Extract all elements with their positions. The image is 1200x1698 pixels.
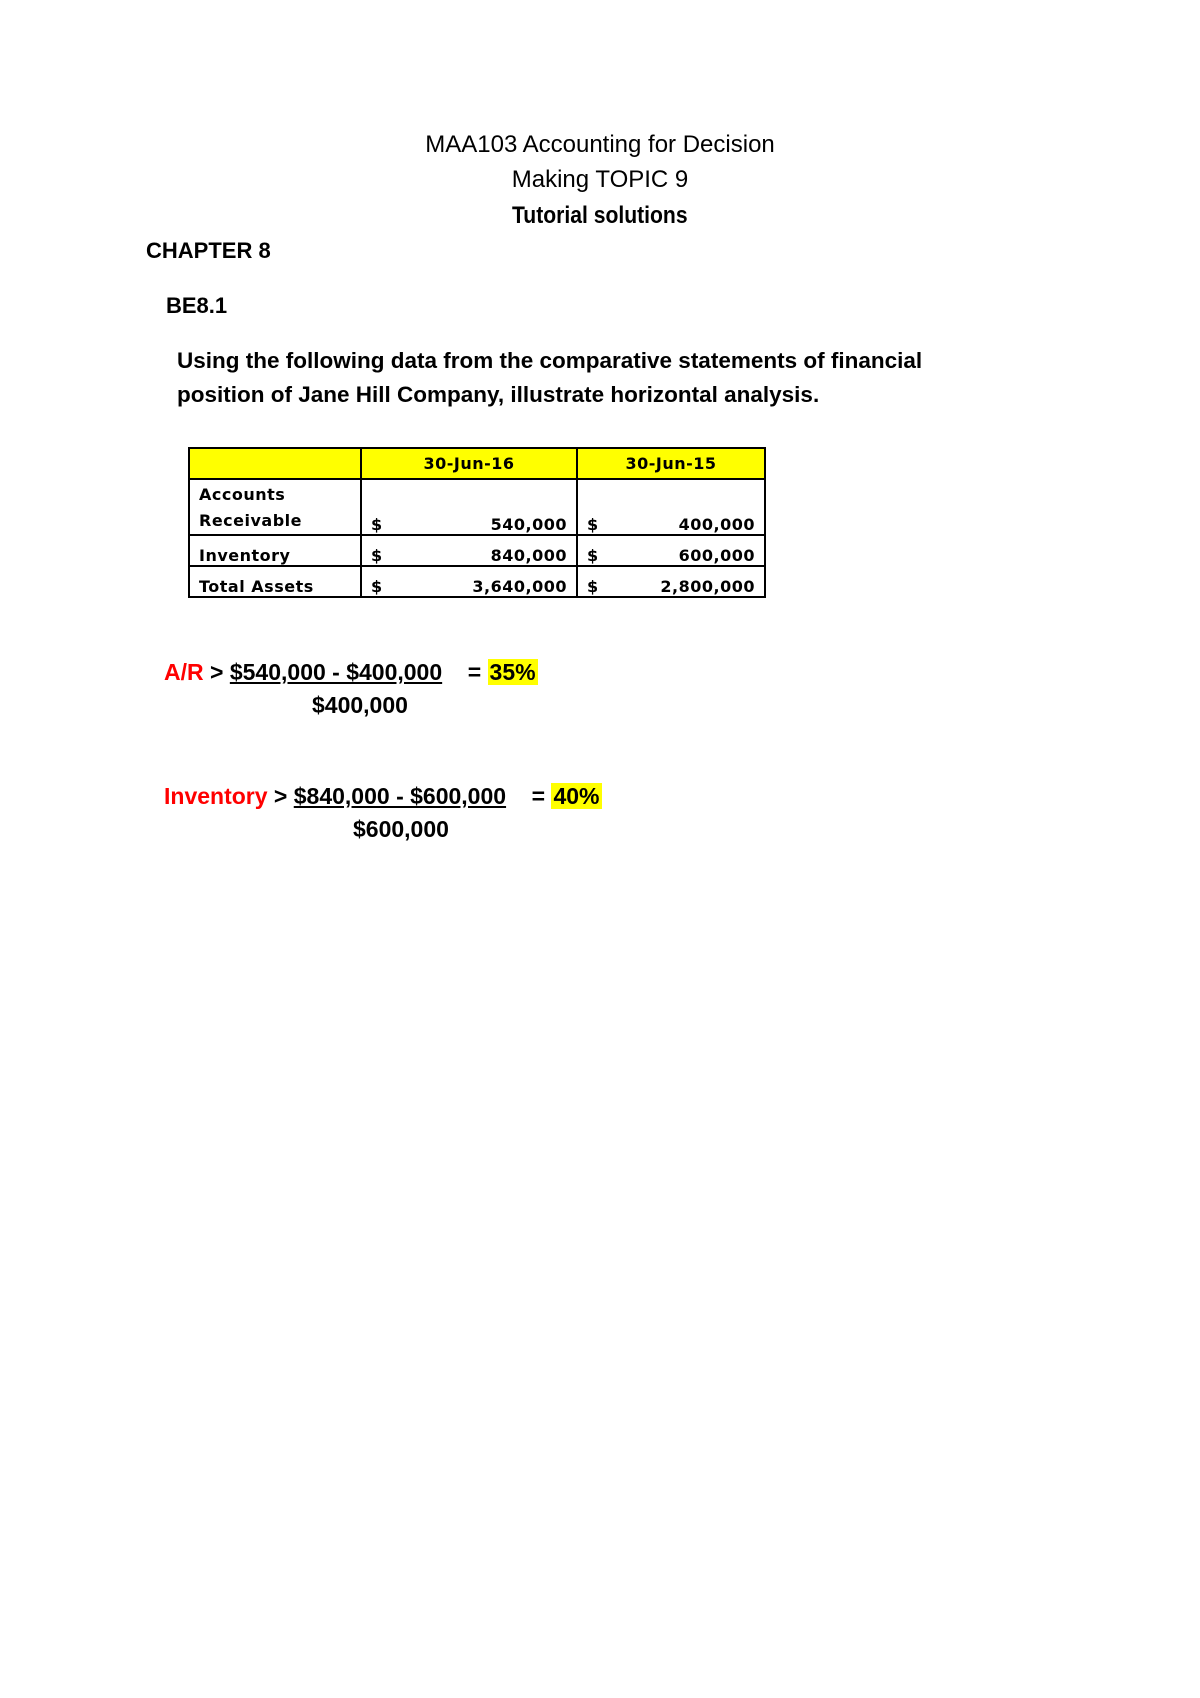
table-row xyxy=(189,535,765,566)
row-label-line: Receivable xyxy=(199,511,303,530)
currency-symbol: $ xyxy=(587,546,599,565)
formula-numerator: $540,000 - $400,000 xyxy=(229,659,443,685)
table-row xyxy=(189,566,765,597)
doc-title-line-1: MAA103 Accounting for Decision xyxy=(425,131,775,158)
cell-value xyxy=(577,566,765,597)
formula-result: 40% xyxy=(553,783,600,809)
instruction-line-2: position of Jane Hill Company, illustrate horizontal analysis. xyxy=(177,382,820,407)
currency-symbol: $ xyxy=(587,577,599,596)
header-2015: 30-Jun-15 xyxy=(577,448,765,479)
header-2016: 30-Jun-16 xyxy=(361,448,577,479)
currency-symbol: $ xyxy=(371,515,383,534)
chapter-heading: CHAPTER 8 xyxy=(146,238,271,263)
formula-result: 35% xyxy=(489,659,536,685)
instruction-line-1: Using the following data from the comparative statements of financial xyxy=(177,348,923,373)
amount: 400,000 xyxy=(678,515,755,534)
amount: 840,000 xyxy=(490,546,567,565)
formula-inventory xyxy=(164,780,602,812)
header-blank xyxy=(189,448,361,479)
formula-numerator: $840,000 - $600,000 xyxy=(293,783,507,809)
cell-value xyxy=(577,479,765,535)
doc-title-line-2: Making TOPIC 9 xyxy=(511,166,689,193)
row-label-total-assets: Total Assets xyxy=(189,566,361,597)
cell-value xyxy=(361,535,577,566)
amount: 540,000 xyxy=(490,515,567,534)
formula-label: Inventory xyxy=(164,783,268,809)
table-header-row xyxy=(189,448,765,479)
cell-value xyxy=(361,479,577,535)
cell-value xyxy=(577,535,765,566)
currency-symbol: $ xyxy=(371,577,383,596)
formula-equals: = xyxy=(467,659,482,685)
formula-denominator: $600,000 xyxy=(353,816,449,842)
formula-label: A/R xyxy=(164,659,204,685)
amount: 600,000 xyxy=(678,546,755,565)
problem-number: BE8.1 xyxy=(166,293,228,318)
formula-denominator: $400,000 xyxy=(312,692,408,718)
comparative-table xyxy=(188,447,766,598)
formula-accounts-receivable xyxy=(164,656,538,688)
cell-value xyxy=(361,566,577,597)
instruction-text xyxy=(177,344,1077,412)
doc-subtitle xyxy=(0,200,1200,232)
formula-arrow: > xyxy=(273,783,288,809)
doc-subtitle-text: Tutorial solutions xyxy=(512,202,688,229)
row-label-inventory: Inventory xyxy=(189,535,361,566)
currency-symbol: $ xyxy=(371,546,383,565)
currency-symbol: $ xyxy=(587,515,599,534)
formula-equals: = xyxy=(531,783,546,809)
table-row xyxy=(189,479,765,535)
amount: 2,800,000 xyxy=(660,577,755,596)
formula-arrow: > xyxy=(210,659,224,685)
row-label-line: Accounts xyxy=(199,485,286,504)
amount: 3,640,000 xyxy=(472,577,567,596)
row-label-accounts-receivable xyxy=(189,479,361,535)
